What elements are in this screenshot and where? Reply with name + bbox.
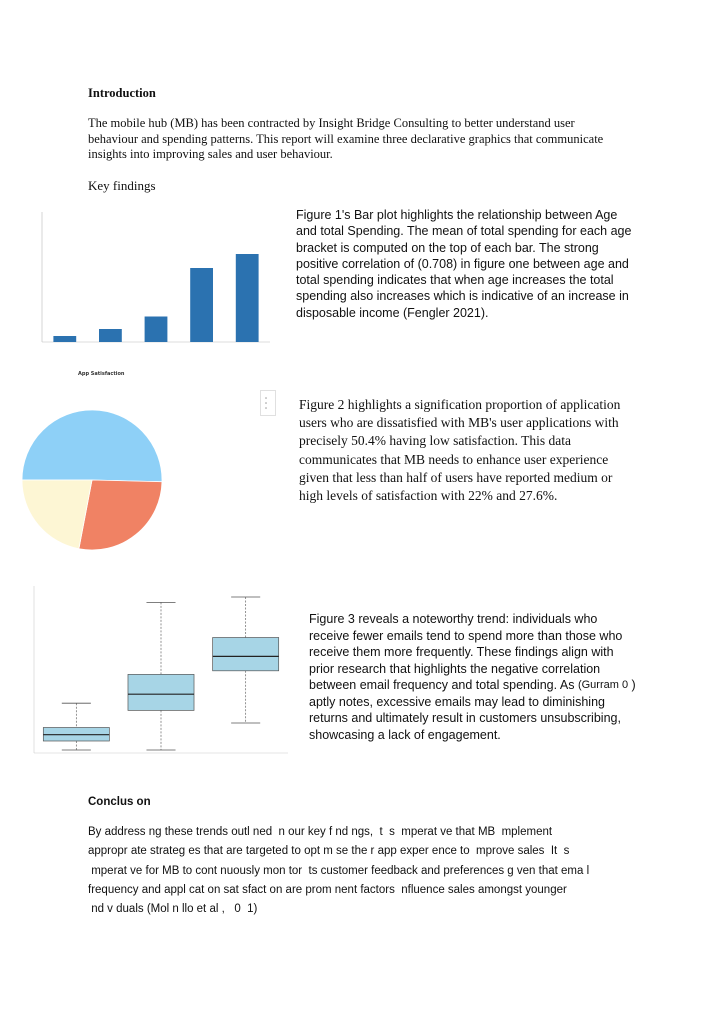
intro-heading: Introduction: [88, 86, 156, 100]
pie-slice: [79, 480, 162, 550]
conclusion-paragraph: [88, 823, 648, 919]
figure1-description: Figure 1's Bar plot highlights the relationship between Age and total Spending. The mean of total spending for each age bracket is computed on the top of each bar. The strong positive correlation of (0.708) in figure one between age and total spending indicates that when age increases the total spending also increases which is indicative of an increase in disposable income (Fengler 2021).: [296, 208, 632, 320]
pie-legend-icon: [260, 390, 276, 416]
conclusion-line: By address ng these trends outl ned n our key f nd ngs, t s mperat ve that MB mplement: [88, 826, 553, 838]
bar-group: [53, 254, 258, 342]
pie-slice: [22, 410, 162, 482]
figure2-pie-chart: [20, 395, 180, 565]
conclusion-line: appropr ate strateg es that are targeted to opt m se the r app exper ence to mprove sales It s: [88, 845, 570, 858]
figure3-description: [309, 611, 639, 743]
bar: [236, 254, 259, 342]
bar: [190, 268, 213, 342]
conclusion-heading: Conclus on: [88, 796, 151, 808]
bar: [53, 336, 76, 342]
figure1-bar-chart: [30, 200, 280, 360]
intro-paragraph: The mobile hub (MB) has been contracted by Insight Bridge Consulting to better understand user behaviour and spending patterns. This report will examine three declarative graphics that communicate insights into improving sales and user behaviour.: [88, 116, 604, 161]
figure3-text-before: Figure 3 reveals a noteworthy trend: individuals who receive fewer emails tend to spend more than those who receive them more frequently. These findings align with prior research that highlights the negative correlation between email frequency and total spending. As: [309, 612, 623, 692]
box: [128, 674, 194, 710]
bar: [99, 329, 122, 342]
key-findings-heading: Key findings: [88, 178, 156, 193]
box-group: [43, 597, 278, 750]
figure3-box-plot: [20, 578, 295, 768]
figure2-title: App Satisfaction: [78, 371, 125, 377]
box: [213, 638, 279, 671]
figure3-text-after: ) aptly notes, excessive emails may lead to diminishing returns and ultimately result in customers unsubscribing, showcasing a lack of engagement.: [309, 678, 636, 742]
conclusion-line: mperat ve for MB to cont nuously mon tor ts customer feedback and preferences g ven that ema l: [88, 864, 590, 877]
citation: (Gurram 0: [577, 679, 629, 691]
conclusion-line: frequency and appl cat on sat sfact on are prom nent factors nfluence sales amongst younger: [88, 883, 567, 896]
figure2-description: Figure 2 highlights a signification proportion of application users who are dissatisfied with MB's user applications with precisely 50.4% having low satisfaction. This data communicates that MB needs to enhance user experience given that less than half of users have reported medium or high levels of satisfaction with 22% and 27.6%.: [299, 397, 621, 504]
pie-group: [22, 410, 162, 550]
bar: [145, 317, 168, 343]
conclusion-line: nd v duals (Mol n llo et al , 0 1): [88, 903, 258, 916]
